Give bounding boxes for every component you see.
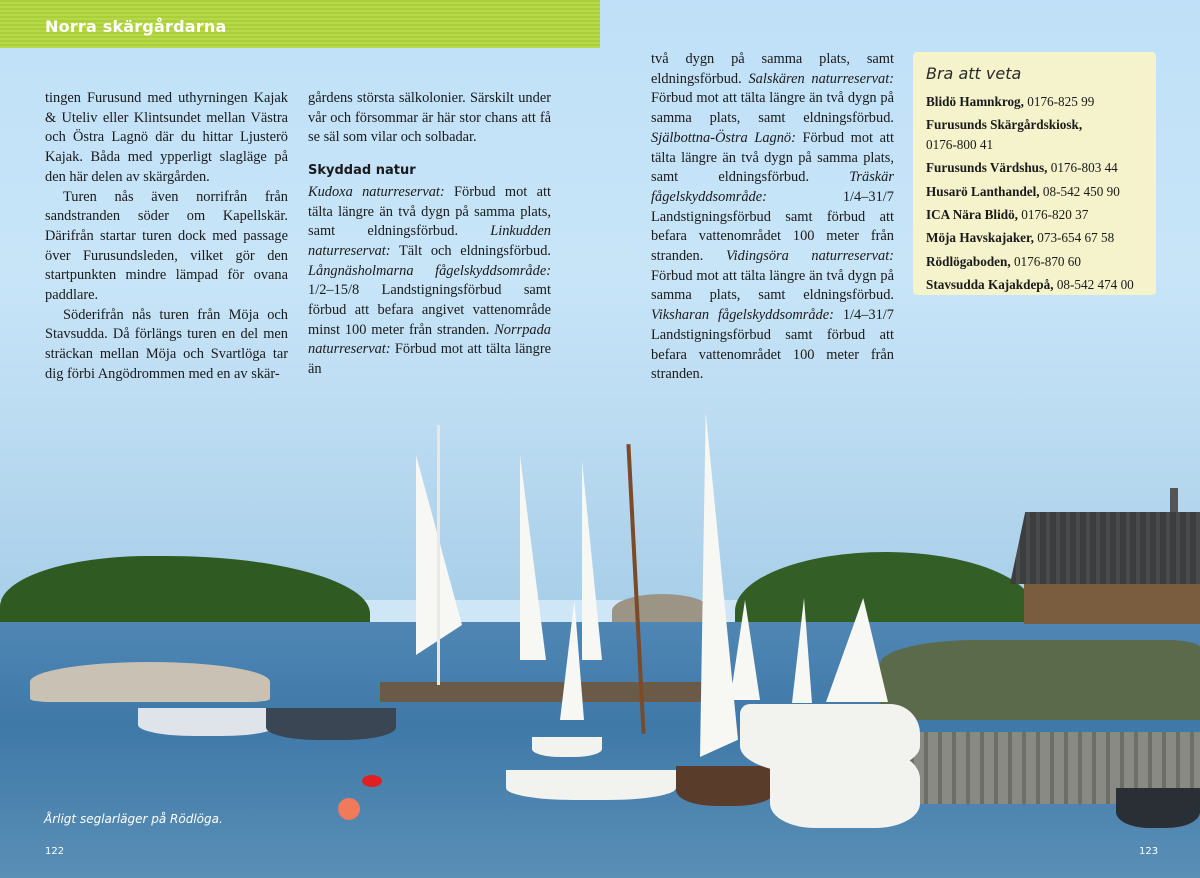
contact-item (926, 228, 1154, 247)
photo-boat (770, 746, 920, 828)
photo-boathouse (1010, 512, 1200, 624)
photo-rock-left (30, 662, 270, 702)
text-column-1 (45, 89, 288, 385)
reserve-list: Kudoxa naturreservat: Förbud mot att tälta längre än två dygn på samma plats, samt eldningsförbud. Linkudden naturreservat: Tält och eldningsförbud. Långnäsholmarna fågelskyddsområde: 1/2–15/8 Landstigningsförbud samt förbud att befara angivet vattenområde minst 100 meter från stranden. Norrpada naturreservat: Förbud mot att tälta längre än (308, 183, 551, 378)
reserve-name: Vidingsöra naturreservat: (725, 248, 894, 265)
photo-boat (506, 770, 676, 800)
contact-item (926, 115, 1154, 154)
contact-name: Husarö Lanthandel, (926, 183, 1040, 199)
contact-item (926, 252, 1154, 271)
photo-jetty (380, 682, 710, 702)
photo-buoy (362, 775, 382, 787)
contact-phone: 073-654 67 58 (1033, 230, 1115, 246)
reserve-name: Långnäsholmarna fågelskyddsområde: (308, 262, 551, 279)
contact-phone: 0176-870 60 (1010, 253, 1081, 269)
section-title: Norra skärgårdarna (45, 17, 227, 36)
reserve-name: Viksharan fågelskyddsområde: (651, 307, 834, 324)
contact-name: ICA Nära Blidö, (926, 207, 1018, 223)
text-column-3 (651, 50, 894, 385)
contact-phone: 0176-820 37 (1017, 207, 1089, 223)
info-box-title: Bra att veta (926, 64, 1022, 83)
contact-item (926, 182, 1154, 201)
reserve-name: Kudoxa naturreservat: (308, 183, 445, 200)
subheading: Skyddad natur (308, 163, 416, 179)
contact-phone: 0176-825 99 (1023, 94, 1095, 109)
reserve-name: Själbottna-Östra Lagnö: (651, 129, 796, 146)
contact-phone: 08-542 474 00 (1053, 277, 1134, 293)
contact-item (926, 205, 1154, 224)
contact-name: Blidö Hamnkrog, (926, 94, 1024, 109)
photo-boat (532, 737, 602, 757)
photo-boat (138, 708, 278, 736)
reserve-name: Träskär fågelskyddsområde: (651, 169, 894, 205)
photo-boat (266, 708, 396, 740)
contact-list (926, 92, 1154, 299)
page-number-right: 123 (1139, 846, 1159, 857)
reserve-name: Salskären naturreservat: (748, 70, 894, 87)
photo-shore-right (880, 640, 1200, 720)
photo-boat (1116, 788, 1200, 828)
reserve-name: Linkudden naturreservat: (308, 223, 551, 259)
reserve-list: två dygn på samma plats, samt eldningsförbud. Salskären naturreservat: Förbud mot att tälta längre än två dygn på samma plats, samt eldningsförbud. Själbottna-Östra Lagnö: Förbud mot att tälta längre än två dygn på samma plats, samt eldningsförbud. Träskär fågelskyddsområde: 1/4–31/7 Landstigningsförbud samt förbud att befara vattenområdet 100 meter från stranden. Vidingsöra naturreservat: Förbud mot att tälta längre än två dygn på samma plats, samt eldningsförbud. Viksharan fågelskyddsområde: 1/4–31/7 Landstigningsförbud samt förbud att befara vattenområdet 100 meter från stranden. (651, 51, 894, 383)
photo-caption: Årligt seglarläger på Rödlöga. (44, 812, 223, 826)
contact-item (926, 158, 1154, 177)
paragraph: Söderifrån nås turen från Möja och Stavsudda. Då förlängs turen en del men sträckan mellan Möja och Svartlöga tar dig förbi Angödrommen med en av skär- (45, 306, 288, 382)
text-column-2 (308, 89, 551, 380)
contact-phone: 0176-803 44 (1047, 160, 1118, 176)
paragraph: Turen nås även norrifrån från sandstranden söder om Kapellskär. Därifrån startar turen dock med passage över Furusundsleden, vilket gör den startpunkten mindre lämpad för ovana paddlare. (45, 188, 288, 304)
paragraph: tingen Furusund med uthyrningen Kajak & Uteliv eller Klintsundet mellan Västra och Östra Lagnö där du hittar Ljusterö Kajak. Båda med ypperligt slagläge på den här delen av skärgården. (45, 90, 288, 185)
contact-item (926, 275, 1154, 294)
photo-boat (676, 766, 776, 806)
contact-name: Rödlögaboden, (926, 253, 1011, 269)
photo-mast (437, 425, 440, 685)
contact-phone: 0176-800 41 (926, 136, 994, 152)
page-number-left: 122 (45, 846, 65, 857)
contact-name: Stavsudda Kajakdepå, (926, 277, 1054, 293)
contact-name: Möja Havskajaker, (926, 230, 1034, 246)
info-box (913, 52, 1156, 295)
contact-name: Furusunds Skärgårdskiosk, (926, 117, 1083, 133)
contact-phone: 08-542 450 90 (1039, 183, 1120, 199)
contact-name: Furusunds Värdshus, (926, 160, 1048, 176)
paragraph: gårdens största sälkolonier. Särskilt under vår och försommar är här stor chans att få se säl som vilar och solbadar. (308, 90, 551, 146)
contact-item (926, 92, 1154, 111)
reserve-name: Norrpada naturreservat: (308, 321, 551, 358)
photo-buoy (338, 798, 360, 820)
